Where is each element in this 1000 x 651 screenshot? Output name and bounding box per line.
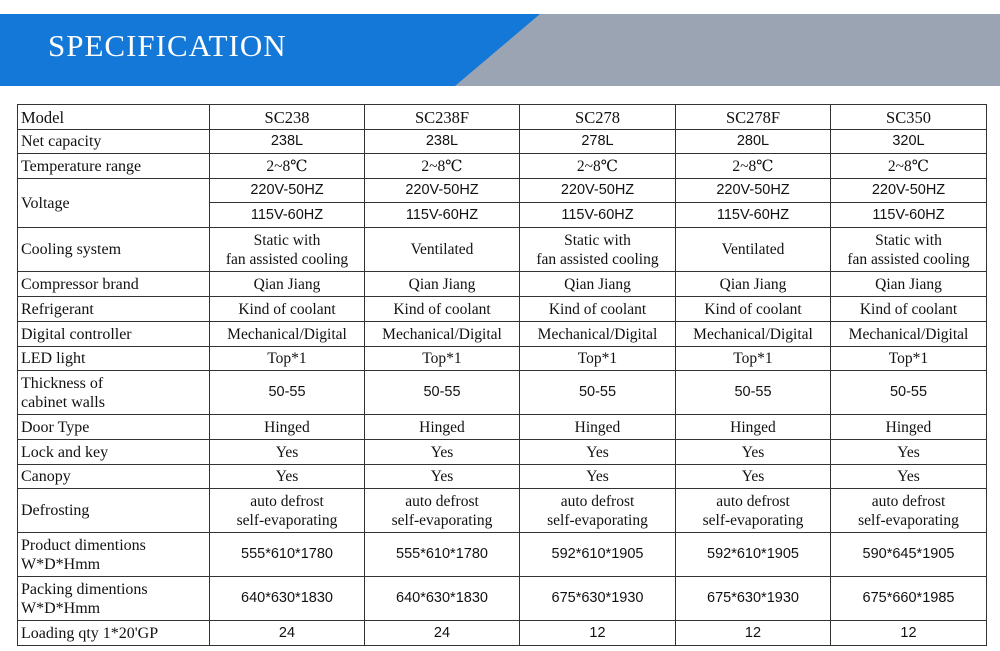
table-cell <box>365 228 520 272</box>
page-title: SPECIFICATION <box>48 28 287 63</box>
table-cell: 675*630*1930 <box>676 577 831 621</box>
table-cell: Mechanical/Digital <box>520 322 676 347</box>
table-cell: Kind of coolant <box>831 297 987 322</box>
table-row-compressor-brand <box>18 272 987 297</box>
table-row-voltage-a <box>18 179 987 203</box>
table-cell: 24 <box>365 621 520 646</box>
table-cell: Mechanical/Digital <box>831 322 987 347</box>
cell-line: Static with <box>875 231 942 249</box>
table-cell: 2~8℃ <box>676 154 831 179</box>
table-cell: 12 <box>520 621 676 646</box>
label-line: Product dimentions <box>21 536 146 554</box>
table-cell: 238L <box>365 130 520 154</box>
table-cell: 238L <box>210 130 365 154</box>
model-header-2: SC238F <box>365 105 520 130</box>
cell-line: self-evaporating <box>702 511 804 529</box>
table-row-cooling-system <box>18 228 987 272</box>
table-cell: 280L <box>676 130 831 154</box>
table-cell: Yes <box>365 440 520 465</box>
label-line: Thickness of <box>21 374 104 392</box>
label-line: W*D*Hmm <box>21 599 101 617</box>
table-row-product-dimensions <box>18 533 987 577</box>
table-cell: 590*645*1905 <box>831 533 987 577</box>
table-cell: 12 <box>831 621 987 646</box>
model-header-4: SC278F <box>676 105 831 130</box>
table-cell: 115V-60HZ <box>676 203 831 228</box>
cell-line: self-evaporating <box>236 511 338 529</box>
row-label-packing-dimensions <box>18 577 210 621</box>
table-cell: Mechanical/Digital <box>365 322 520 347</box>
table-cell: 50-55 <box>831 371 987 415</box>
row-label-compressor-brand: Compressor brand <box>18 272 210 297</box>
table-cell <box>210 489 365 533</box>
table-row-door-type <box>18 415 987 440</box>
table-cell <box>676 228 831 272</box>
row-label-defrosting: Defrosting <box>18 489 210 533</box>
table-cell: Yes <box>831 440 987 465</box>
table-cell: 2~8℃ <box>831 154 987 179</box>
table-cell: Qian Jiang <box>520 272 676 297</box>
table-cell: Kind of coolant <box>676 297 831 322</box>
table-cell: 640*630*1830 <box>210 577 365 621</box>
table-cell <box>520 228 676 272</box>
model-header-5: SC350 <box>831 105 987 130</box>
table-cell: Yes <box>210 465 365 489</box>
table-cell: 24 <box>210 621 365 646</box>
table-cell: Kind of coolant <box>210 297 365 322</box>
row-label-voltage: Voltage <box>18 179 210 228</box>
table-cell: 220V-50HZ <box>520 179 676 203</box>
header-banner <box>0 0 1000 86</box>
table-cell: 555*610*1780 <box>210 533 365 577</box>
row-label-door-type: Door Type <box>18 415 210 440</box>
table-cell: Qian Jiang <box>676 272 831 297</box>
table-cell: Yes <box>365 465 520 489</box>
label-line: W*D*Hmm <box>21 555 101 573</box>
table-cell: 2~8℃ <box>210 154 365 179</box>
table-cell: 555*610*1780 <box>365 533 520 577</box>
table-cell: 220V-50HZ <box>831 179 987 203</box>
table-row-net-capacity <box>18 130 987 154</box>
row-label-cooling-system: Cooling system <box>18 228 210 272</box>
table-cell: Qian Jiang <box>831 272 987 297</box>
table-cell: Top*1 <box>831 347 987 371</box>
cell-line: auto defrost <box>250 492 324 510</box>
model-header-1: SC238 <box>210 105 365 130</box>
table-cell: Mechanical/Digital <box>210 322 365 347</box>
row-label-thickness <box>18 371 210 415</box>
row-label-loading-qty: Loading qty 1*20'GP <box>18 621 210 646</box>
cell-line: Static with <box>253 231 321 249</box>
table-cell <box>210 228 365 272</box>
row-label-net-capacity: Net capacity <box>18 130 210 154</box>
table-cell: Yes <box>676 440 831 465</box>
label-line: cabinet walls <box>21 393 105 411</box>
table-cell <box>365 489 520 533</box>
model-header-3: SC278 <box>520 105 676 130</box>
table-cell: Hinged <box>520 415 676 440</box>
table-row-loading-qty <box>18 621 987 646</box>
table-cell: 115V-60HZ <box>831 203 987 228</box>
table-cell <box>831 228 987 272</box>
table-cell: Kind of coolant <box>520 297 676 322</box>
table-cell: Yes <box>520 465 676 489</box>
table-cell: Yes <box>831 465 987 489</box>
cell-line: self-evaporating <box>391 511 493 529</box>
table-row-temperature-range <box>18 154 987 179</box>
table-row-lock-and-key <box>18 440 987 465</box>
table-cell: 320L <box>831 130 987 154</box>
table-cell: 115V-60HZ <box>210 203 365 228</box>
table-cell: Kind of coolant <box>365 297 520 322</box>
cell-line: self-evaporating <box>547 511 648 529</box>
table-cell: 115V-60HZ <box>365 203 520 228</box>
table-row-canopy <box>18 465 987 489</box>
table-cell <box>676 489 831 533</box>
specification-table <box>17 104 987 646</box>
cell-line: self-evaporating <box>858 511 959 529</box>
table-cell: 50-55 <box>210 371 365 415</box>
table-cell: 220V-50HZ <box>365 179 520 203</box>
table-cell: Hinged <box>676 415 831 440</box>
table-row-digital-controller <box>18 322 987 347</box>
cell-line: Static with <box>564 231 631 249</box>
cell-line: fan assisted cooling <box>847 250 970 268</box>
table-cell: Hinged <box>831 415 987 440</box>
table-cell: Top*1 <box>365 347 520 371</box>
table-cell: Qian Jiang <box>365 272 520 297</box>
row-label-temperature-range: Temperature range <box>18 154 210 179</box>
cell-line: auto defrost <box>560 492 635 510</box>
table-row-defrosting <box>18 489 987 533</box>
row-label-lock-and-key: Lock and key <box>18 440 210 465</box>
table-cell: 115V-60HZ <box>520 203 676 228</box>
table-cell: Mechanical/Digital <box>676 322 831 347</box>
row-label-refrigerant: Refrigerant <box>18 297 210 322</box>
table-row-model <box>18 105 987 130</box>
table-row-refrigerant <box>18 297 987 322</box>
table-cell: 592*610*1905 <box>520 533 676 577</box>
table-cell: Top*1 <box>676 347 831 371</box>
row-label-product-dimensions <box>18 533 210 577</box>
table-cell: Hinged <box>210 415 365 440</box>
table-cell: 675*660*1985 <box>831 577 987 621</box>
row-label-led-light: LED light <box>18 347 210 371</box>
cell-line: fan assisted cooling <box>225 250 349 268</box>
table-cell: Hinged <box>365 415 520 440</box>
table-cell: 278L <box>520 130 676 154</box>
table-cell: 2~8℃ <box>520 154 676 179</box>
table-cell: 220V-50HZ <box>676 179 831 203</box>
table-cell: Yes <box>520 440 676 465</box>
cell-line: Ventilated <box>721 241 785 258</box>
table-cell: 640*630*1830 <box>365 577 520 621</box>
cell-line: fan assisted cooling <box>536 250 659 268</box>
table-cell <box>831 489 987 533</box>
row-label-model: Model <box>18 105 210 130</box>
table-row-led-light <box>18 347 987 371</box>
row-label-canopy: Canopy <box>18 465 210 489</box>
table-cell: 220V-50HZ <box>210 179 365 203</box>
table-cell: 2~8℃ <box>365 154 520 179</box>
cell-line: auto defrost <box>716 492 790 510</box>
cell-line: auto defrost <box>871 492 946 510</box>
table-cell: Top*1 <box>520 347 676 371</box>
table-cell: 12 <box>676 621 831 646</box>
table-row-thickness <box>18 371 987 415</box>
table-cell <box>520 489 676 533</box>
row-label-digital-controller: Digital controller <box>18 322 210 347</box>
table-cell: Yes <box>210 440 365 465</box>
cell-line: auto defrost <box>405 492 479 510</box>
label-line: Packing dimentions <box>21 580 148 598</box>
cell-line: Ventilated <box>410 241 474 258</box>
table-cell: 50-55 <box>676 371 831 415</box>
table-cell: 50-55 <box>365 371 520 415</box>
table-row-packing-dimensions <box>18 577 987 621</box>
table-cell: Qian Jiang <box>210 272 365 297</box>
table-cell: Yes <box>676 465 831 489</box>
table-cell: 50-55 <box>520 371 676 415</box>
table-cell: Top*1 <box>210 347 365 371</box>
table-cell: 675*630*1930 <box>520 577 676 621</box>
table-cell: 592*610*1905 <box>676 533 831 577</box>
